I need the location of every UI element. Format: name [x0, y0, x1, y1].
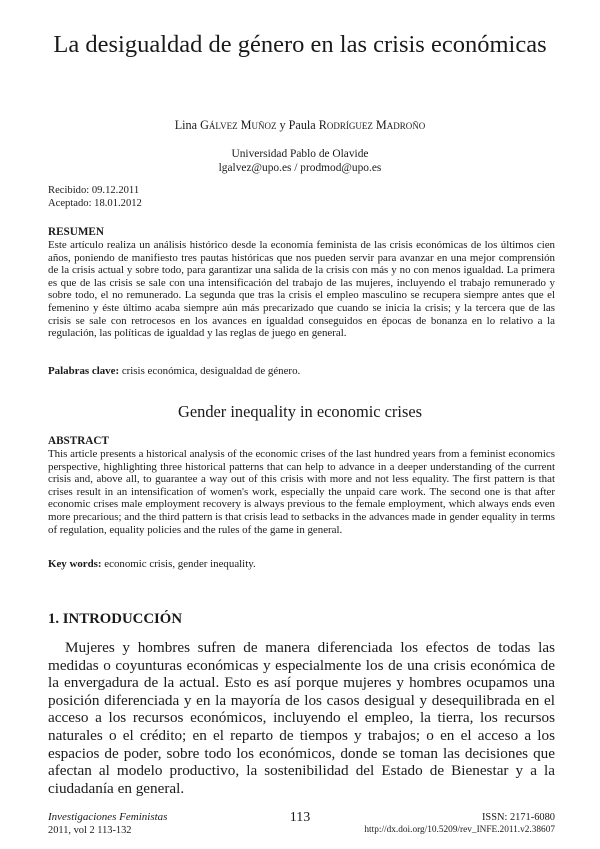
author-2-last-name: Rodríguez Madroño	[318, 118, 426, 132]
affiliation	[0, 147, 600, 175]
resumen-text: Este artículo realiza un análisis histórico desde la economía feminista de las crisis económicas de los últimos cien años, poniendo de manifiesto tres pautas históricas que nos pueden servir para avanzar en una mejor comprensión de la crisis actual y sobre todo, para garantizar una salida de la crisis con más y no con menos igualdad. La primera es que de las crisis se sale con una intensificación del trabajo de las mujeres, incluyendo el trabajo remunerado y sobre todo, el no remunerado. La segunda que tras la crisis el empleo masculino se recupera siempre antes que el femenino y éste último acaba siempre aún más precarizado que cuando se inicia la crisis; y la tercera que de las crisis se sale con retrocesos en los avances en igualdad conseguidos en épocas de bonanza en lo relativo a la regulación, las políticas de igualdad y las reglas de juego en general.	[48, 239, 555, 340]
submission-dates	[48, 185, 142, 210]
author-1-first-name: Lina	[174, 118, 198, 132]
resumen-section	[48, 226, 555, 340]
author-1-last-name: Gálvez Muñoz	[200, 118, 277, 132]
abstract-heading: ABSTRACT	[48, 435, 109, 447]
author-emails: lgalvez@upo.es / prodmod@upo.es	[218, 162, 382, 174]
footer-identifiers	[364, 811, 555, 837]
issn: ISSN: 2171-6080	[481, 812, 555, 823]
received-date: Recibido: 09.12.2011	[48, 185, 140, 196]
authors-line	[0, 118, 600, 133]
accepted-date: Aceptado: 18.01.2012	[48, 197, 142, 209]
introduction-section	[48, 639, 555, 797]
authors-joiner: y	[279, 118, 286, 132]
journal-name: Investigaciones Feministas	[48, 811, 168, 823]
page-number: 113	[289, 810, 311, 825]
abstract-section	[48, 435, 555, 536]
author-2-first-name: Paula	[288, 118, 316, 132]
keywords-es	[48, 365, 555, 378]
article-title: La desigualdad de género en las crisis económicas	[53, 31, 547, 58]
abstract-text: This article presents a historical analysis of the economic crises of the last hundred years from a feminist economics perspective, highlighting three historical patterns that can help to advance in a deeper understanding of the current crisis and, above all, to guarantee a way out of this crisis with more and not less equality. The first pattern is that crises result in an intensification of women's work, especially the unpaid care work. The second one is that after economic crises male employment recovery is always previous to the female employment, which always ends even more precarious; and the third pattern is that crisis lead to setbacks in the advances made in gender equality in terms of regulation, equality policies and the rules of the game in general.	[48, 448, 555, 536]
keywords-es-value: crisis económica, desigualdad de género.	[121, 365, 301, 377]
keywords-en-label: Key words:	[48, 558, 102, 570]
doi-link[interactable]: http://dx.doi.org/10.5209/rev_INFE.2011.v2.38607	[364, 825, 555, 835]
english-title: Gender inequality in economic crises	[178, 402, 422, 421]
keywords-es-label: Palabras clave:	[48, 365, 120, 377]
institution: Universidad Pablo de Olavide	[231, 148, 369, 160]
journal-volume: 2011, vol 2 113-132	[48, 825, 132, 836]
resumen-heading: RESUMEN	[48, 226, 104, 238]
introduction-paragraph: Mujeres y hombres sufren de manera diferenciada los efectos de todas las medidas o coyunturas económicas y especialmente los de una crisis económica de la envergadura de la actual. Esto es así porque mujeres y hombres ocupamos una posición diferenciada y en la mayoría de los casos desigual y desequilibrada en el acceso a los recursos económicos, incluyendo el empleo, la tierra, los recursos naturales o el crédito; en el reparto de tiempos y trabajos; o en el acceso a los espacios de poder, sobre todo los económicos, donde se toman las decisiones que afectan al modelo productivo, la sostenibilidad del Estado de Bienestar y a la ciudadanía en general.	[48, 639, 555, 797]
introduction-heading: 1. INTRODUCCIÓN	[48, 611, 183, 627]
keywords-en	[48, 558, 555, 571]
keywords-en-value: economic crisis, gender inequality.	[104, 558, 256, 570]
